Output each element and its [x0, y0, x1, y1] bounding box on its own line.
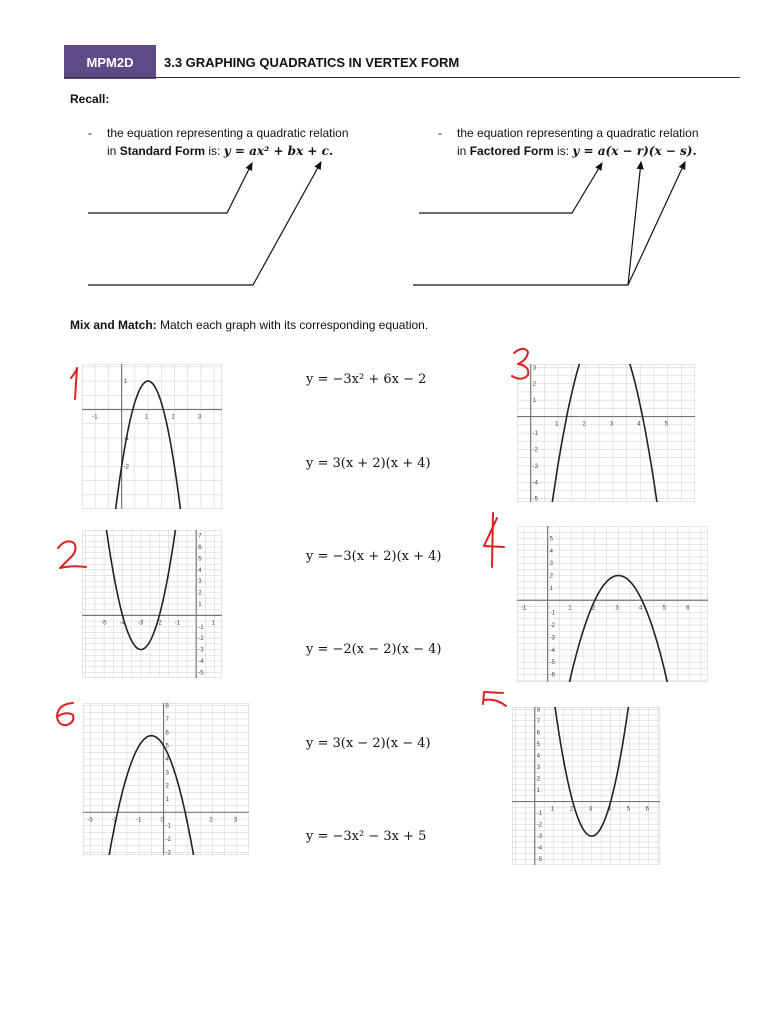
x-tick-label: 5 [664, 421, 668, 428]
x-tick-label: 4 [637, 421, 641, 428]
equation-6: y = −3x² − 3x + 5 [306, 829, 427, 844]
x-tick-label: -1 [174, 620, 181, 627]
y-tick-label: 7 [536, 718, 541, 725]
y-tick-label: 4 [549, 548, 553, 555]
x-tick-label: 5 [626, 806, 630, 813]
y-tick-label: -5 [532, 496, 539, 502]
x-tick-label: 3 [588, 806, 593, 813]
y-tick-label: 3 [198, 579, 202, 586]
y-tick-label: -2 [536, 822, 543, 829]
handwritten-1 [71, 368, 77, 399]
y-tick-label: 3 [165, 770, 169, 777]
y-tick-label: 5 [536, 741, 541, 748]
y-tick-label: 5 [549, 536, 553, 543]
equation-5: y = 3(x − 2)(x − 4) [306, 736, 431, 751]
y-tick-label: -2 [123, 464, 129, 471]
x-tick-label: 1 [550, 806, 555, 813]
x-tick-label: -3 [87, 817, 93, 824]
y-tick-label: -2 [549, 623, 555, 630]
y-tick-label: -5 [536, 857, 543, 864]
y-tick-label: 2 [532, 381, 537, 388]
y-tick-label: 4 [536, 753, 541, 760]
y-tick-label: 1 [536, 788, 541, 795]
x-tick-label: 0 [160, 817, 164, 824]
course-badge: MPM2D [64, 45, 156, 79]
x-tick-label: 1 [184, 817, 189, 824]
y-tick-label: -4 [532, 480, 539, 487]
y-tick-label: -1 [198, 624, 204, 631]
x-tick-label: 1 [145, 414, 149, 421]
y-tick-label: 8 [536, 707, 541, 714]
x-tick-label: -3 [137, 620, 144, 627]
y-tick-label: -4 [198, 658, 204, 665]
handwritten-6 [57, 703, 73, 725]
x-tick-label: 6 [686, 605, 690, 612]
x-tick-label: -2 [111, 817, 118, 824]
x-tick-label: 2 [171, 414, 175, 421]
standard-form-equation: y = ax² + bx + c. [223, 144, 334, 158]
y-tick-label: 6 [198, 545, 202, 552]
x-tick-label: -5 [101, 620, 107, 627]
y-tick-label: -3 [549, 635, 555, 642]
y-tick-label: 2 [198, 590, 202, 597]
y-tick-label: 2 [165, 783, 169, 790]
mix-and-match-instruction: Mix and Match: Match each graph with its corresponding equation. [70, 318, 429, 332]
y-tick-label: -1 [549, 610, 555, 617]
y-tick-label: -6 [549, 672, 555, 679]
y-tick-label: 1 [532, 398, 537, 405]
y-tick-label: -5 [198, 670, 204, 677]
factored-form-bullet: - [438, 126, 442, 140]
standard-form-text: the equation representing a quadratic relation in Standard Form is: y = ax² + bx + c. [107, 126, 349, 158]
x-tick-label: 3 [615, 605, 619, 612]
x-tick-label: 4 [638, 605, 643, 612]
x-tick-label: -1 [92, 414, 98, 421]
x-tick-label: 3 [197, 414, 202, 421]
recall-answer-lines [0, 0, 768, 300]
x-tick-label: 1 [211, 620, 215, 627]
x-tick-label: 2 [209, 817, 213, 824]
y-tick-label: 3 [532, 365, 537, 372]
y-tick-label: -4 [549, 647, 555, 654]
factored-form-text: the equation representing a quadratic relation in Factored Form is: y = a(x − r)(x − s). [457, 126, 699, 158]
y-tick-label: 5 [198, 556, 202, 563]
x-tick-label: 2 [582, 421, 586, 428]
y-tick-label: -3 [536, 834, 543, 841]
x-tick-label: 1 [555, 421, 559, 428]
y-tick-label: -1 [165, 823, 171, 830]
y-tick-label: -3 [532, 463, 539, 470]
y-tick-label: -2 [198, 636, 204, 643]
y-tick-label: 1 [123, 379, 127, 386]
x-tick-label: 2 [591, 605, 596, 612]
graph-4 [517, 526, 708, 682]
y-tick-label: 7 [165, 717, 169, 723]
graph-1 [82, 364, 222, 509]
x-tick-label: -4 [119, 620, 125, 627]
y-tick-label: -4 [536, 845, 543, 852]
y-tick-label: -3 [165, 850, 171, 855]
x-tick-label: 1 [568, 605, 572, 612]
y-tick-label: 2 [536, 776, 541, 783]
x-tick-label: 4 [607, 806, 612, 813]
graph-6 [83, 703, 249, 855]
y-tick-label: -3 [198, 647, 204, 654]
handwritten-4 [484, 513, 504, 567]
y-tick-label: 5 [165, 743, 169, 750]
standard-form-bullet: - [88, 126, 92, 140]
graph-2 [82, 530, 222, 678]
y-tick-label: 1 [198, 602, 202, 608]
y-tick-label: 2 [549, 573, 553, 580]
y-tick-label: 7 [198, 533, 202, 540]
x-tick-label: 2 [569, 806, 574, 813]
y-tick-label: 6 [165, 730, 169, 737]
y-tick-label: 1 [549, 585, 553, 592]
x-tick-label: 3 [233, 817, 238, 824]
equation-4: y = −2(x − 2)(x − 4) [306, 642, 442, 657]
x-tick-label: -2 [156, 620, 162, 627]
x-tick-label: 3 [609, 421, 614, 428]
equation-2: y = 3(x + 2)(x + 4) [306, 456, 431, 471]
factored-form-equation: y = a(x − r)(x − s). [572, 144, 697, 158]
graph-5 [512, 707, 660, 865]
page-title: 3.3 GRAPHING QUADRATICS IN VERTEX FORM [164, 55, 460, 70]
x-tick-label: 5 [662, 605, 666, 612]
y-tick-label: -1 [532, 431, 539, 437]
y-tick-label: 4 [198, 567, 202, 574]
y-tick-label: 6 [536, 730, 541, 737]
y-tick-label: -5 [549, 660, 555, 667]
y-tick-label: -2 [165, 837, 171, 843]
grid [83, 703, 249, 855]
recall-heading: Recall: [70, 92, 110, 106]
x-tick-label: -1 [136, 817, 142, 824]
y-tick-label: 8 [165, 703, 169, 710]
x-tick-label: 6 [645, 806, 649, 813]
graph-3 [517, 364, 695, 502]
handwritten-5 [483, 692, 506, 706]
equation-3: y = −3(x + 2)(x + 4) [306, 549, 442, 564]
y-tick-label: 3 [536, 764, 541, 771]
y-tick-label: -1 [123, 435, 129, 442]
y-tick-label: 4 [165, 757, 169, 763]
y-tick-label: 1 [165, 797, 169, 803]
y-tick-label: -1 [536, 811, 543, 818]
x-tick-label: -1 [521, 605, 527, 612]
equation-1: y = −3x² + 6x − 2 [306, 372, 427, 387]
y-tick-label: 3 [549, 561, 553, 568]
y-tick-label: -2 [532, 447, 539, 454]
